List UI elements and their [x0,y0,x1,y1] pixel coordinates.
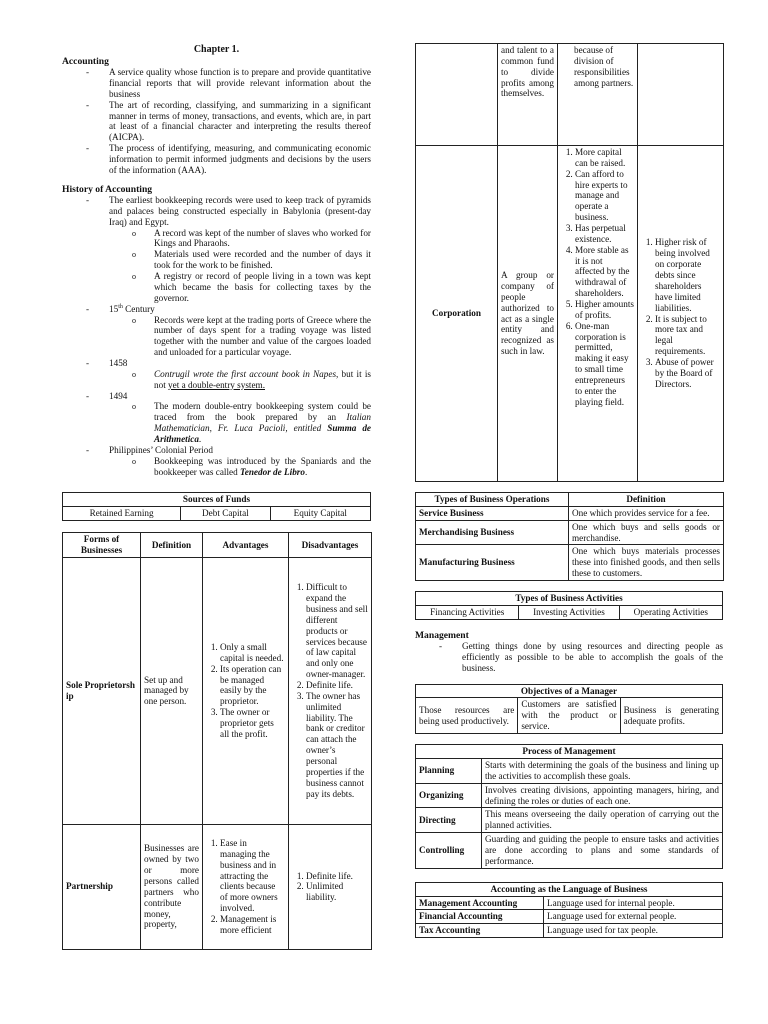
history-15th [62,304,371,358]
process-title: Process of Management [416,745,723,759]
management-heading: Management [415,629,469,641]
c15-word: Century [122,303,155,314]
y1494-sub [108,401,371,444]
partnership-dis-item: 1. Definite life. [306,871,368,882]
y1494-label: 1494 [109,390,128,401]
language-type: Financial Accounting [416,910,544,924]
corp-adv-item: 6. One-man corporation is permitted, making it easy to small time entrepreneurs to enter the playing field. [575,321,634,408]
c15-sup: th [118,303,123,310]
history-sub-3: o A registry or record of people living in a town was kept which became the basis for collecting taxes by the governor. [108,271,371,304]
ph-b: Tenedor de Libro [239,466,305,477]
process-desc: Involves creating divisions, appointing managers, hiring, and defining the roles or duties of each one. [482,783,723,808]
accounting-def-3: - The process of identifying, measuring, and communicating economic information to permit informed judgments and decisions by the users of the information (AAA). [62,143,371,176]
forms-header: Advantages [203,533,289,558]
history-1494 [62,391,371,445]
ph-subs [109,456,371,478]
process-desc: Guarding and guiding the people to ensure tasks and activities are done according to plans and some standards of performance. [482,833,723,869]
y1494-d: . [198,433,202,444]
history-ph [62,445,371,478]
funds-item: Retained Earning [63,507,181,521]
activity-item: Operating Activities [619,605,722,619]
sole-adv-item: 3. The owner or proprietor gets all the profit. [220,707,285,740]
corporation-def: A group or company of people authorized to act as a single entity and recognized as such in law. [498,146,558,482]
corporation-adv [558,146,638,482]
history-sub-1: o A record was kept of the number of slaves who worked for Kings and Pharaohs. [108,228,371,250]
language-desc: Language used for external people. [544,910,723,924]
right-column [415,0,723,938]
ph-label: Philippines’ Colonial Period [109,444,213,455]
history-heading: History of Accounting [62,183,153,195]
activity-item: Investing Activities [519,605,619,619]
operation-def: One which buys and sells goods or merchandise. [569,520,724,545]
sole-adv [203,557,289,824]
forms-header: Definition [141,533,203,558]
y1458-sub [108,369,371,391]
language-desc: Language used for internal people. [544,896,723,910]
process-table [415,744,723,869]
forms-header: Forms of Businesses [63,533,141,558]
partnership-def: Businesses are owned by two or more persons called partners who contribute money, property, [141,824,203,949]
c15-subs [109,315,371,358]
sole-dis-item: 2. Definite life. [306,680,368,691]
operation-def: One which buys materials processes these into finished goods, and then sells these to customers. [569,545,724,581]
sole-adv-item: 2. Its operation can be managed easily by the proprietor. [220,664,285,707]
accounting-def-2: - The art of recording, classifying, and summarizing in a significant manner in terms of money, transactions, and events, which are, in part at least of a financial character and interpreting the results thereof (AICPA). [62,100,371,143]
chapter-title: Chapter 1. [193,44,240,55]
operations-header: Types of Business Operations [416,493,569,507]
operation-def: One which provides service for a fee. [569,506,724,520]
process-step: Planning [416,758,482,783]
funds-item: Debt Capital [181,507,270,521]
funds-title: Sources of Funds [63,493,371,507]
objective-item: Those resources are being used productively. [416,698,518,734]
sole-def: Set up and managed by one person. [141,557,203,824]
c15-label: 15 [109,303,119,314]
left-column [62,0,371,950]
partnership-adv-item: 2. Management is more efficient [220,914,285,936]
y1458-label: 1458 [109,357,128,368]
partnership-adv-item: 1. Ease in managing the business and in attracting the clients because of more owners involved. [220,838,285,914]
language-type: Management Accounting [416,896,544,910]
corp-dis-item: 3. Abuse of power by the Board of Directors. [655,357,720,390]
management-def: - Getting things done by using resources and directing people as efficiently as possible to be able to accomplish the goals of the business. [415,641,723,674]
sole-dis-item: 1. Difficult to expand the business and sell different products or services because of law capital and only one owner-manager. [306,582,368,680]
language-desc: Language used for tax people. [544,924,723,938]
activity-item: Financing Activities [416,605,519,619]
ph-sub [108,456,371,478]
sole-dis [289,557,372,824]
corp-adv-item: 5. Higher amounts of profits. [575,299,634,321]
process-step: Directing [416,808,482,833]
y1458-subs [109,369,371,391]
operation-type: Merchandising Business [416,520,569,545]
corp-dis-item: 2. It is subject to more tax and legal requirements. [655,314,720,357]
forms-header: Disadvantages [289,533,372,558]
y1458-c: yet a double-entry system. [168,379,266,390]
operations-header: Definition [569,493,724,507]
corp-adv-item: 1. More capital can be raised. [575,147,634,169]
language-type: Tax Accounting [416,924,544,938]
process-desc: Starts with determining the goals of the business and lining up the activities to accomplish these goals. [482,758,723,783]
funds-item: Equity Capital [270,507,370,521]
sole-name: Sole Proprietorship [63,557,141,824]
history-earliest-text: The earliest bookkeeping records were used to keep track of pyramids and palaces being constructed especially in Babylonia (present-day Iraq) and Egypt. [109,195,371,227]
partnership-cont-blank [416,44,498,146]
operation-type: Manufacturing Business [416,545,569,581]
business-operations-table [415,492,724,581]
process-desc: This means overseeing the daily operation of carrying out the planned activities. [482,808,723,833]
operation-type: Service Business [416,506,569,520]
y1458-b: , but it is not [154,368,371,390]
forms-of-business-table-continued [415,43,724,482]
objective-item: Business is generating adequate profits. [620,698,722,734]
objectives-table [415,684,723,734]
management-def-list [415,641,723,674]
partnership-cont-def: and talent to a common fund to divide profits among themselves. [498,44,558,146]
history-earliest-subs [109,228,371,304]
accounting-definitions [62,67,371,176]
y1494-c: Summa de Arithmetica [154,423,371,444]
forms-of-business-table [62,532,372,950]
process-step: Controlling [416,833,482,869]
corporation-dis [638,146,724,482]
language-table [415,882,723,938]
accounting-heading: Accounting [62,55,109,67]
activities-title: Types of Business Activities [416,592,723,606]
objective-item: Customers are satisfied with the product or service. [518,698,620,734]
business-activities-table [415,591,723,620]
corp-adv-item: 3. Has perpetual existence. [575,223,634,245]
process-step: Organizing [416,783,482,808]
ph-c: . [304,466,308,477]
corporation-name: Corporation [416,146,498,482]
corp-dis-item: 1. Higher risk of being involved on corporate debts since shareholders have limited liabilities. [655,237,720,313]
partnership-adv [203,824,289,949]
c15-sub: o Records were kept at the trading ports of Greece where the number of days spent for a trading voyage was listed together with the number and value of the cargoes loaded and unloaded for a particular voyage. [108,315,371,358]
partnership-dis [289,824,372,949]
sources-of-funds-table [62,492,371,521]
objectives-title: Objectives of a Manager [416,684,723,698]
history-sub-2: o Materials used were recorded and the number of days it took for the work to be finished. [108,249,371,271]
ph-a: Bookkeeping was introduced by the Spaniards and the bookkeeper was called [154,455,371,477]
sole-adv-item: 1. Only a small capital is needed. [220,642,285,664]
language-title: Accounting as the Language of Business [416,882,723,896]
corp-adv-item: 4. More stable as it is not affected by the withdrawal of shareholders. [575,245,634,299]
y1494-b: Italian Mathematician, Fr. Luca Pacioli, entitled [154,412,371,434]
y1494-subs [109,401,371,444]
history-1458 [62,358,371,391]
accounting-def-1: - A service quality whose function is to prepare and provide quantitative financial reports that will provide relevant information about the business [62,67,371,100]
partnership-name: Partnership [63,824,141,949]
partnership-cont-dis-blank [638,44,724,146]
partnership-cont-adv: because of division of responsibilities among partners. [558,44,638,146]
sole-dis-item: 3. The owner has unlimited liability. The bank or creditor can attach the owner’s personal properties if the business cannot pay its debts. [306,691,368,800]
history-earliest [62,195,371,304]
partnership-dis-item: 2. Unlimited liability. [306,881,368,903]
corp-adv-item: 2. Can afford to hire experts to manage and operate a business. [575,169,634,223]
y1494-a: The modern double-entry bookkeeping system could be traced from the book prepared by an [154,401,371,423]
history-list [62,195,371,477]
y1458-a: Contrugil wrote the first account book in Napes [154,368,337,379]
